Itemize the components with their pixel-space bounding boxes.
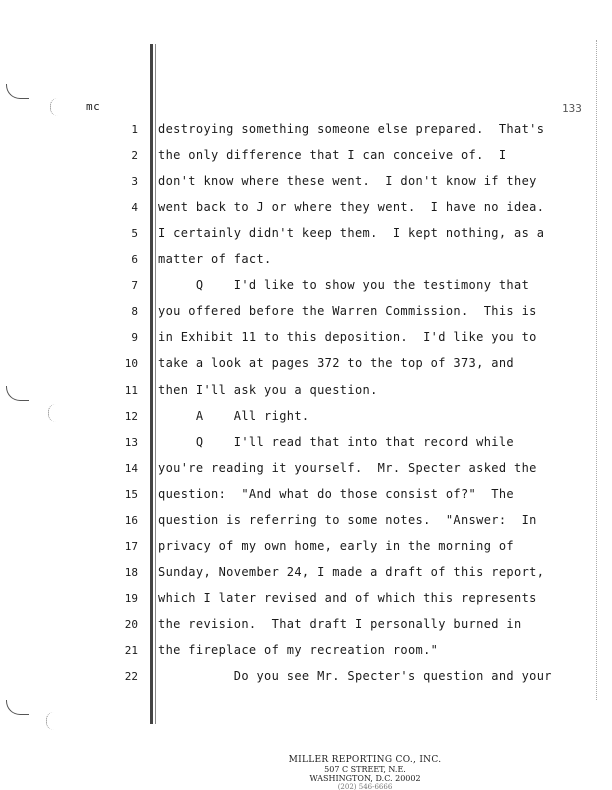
transcript-line: don't know where these went. I don't know if they: [158, 174, 537, 188]
left-margin-rule: [150, 44, 153, 724]
transcript-line: which I later revised and of which this represents: [158, 591, 537, 605]
transcript-line: matter of fact.: [158, 252, 272, 266]
line-number: 11: [124, 384, 138, 397]
transcript-line: you're reading it yourself. Mr. Specter asked the: [158, 461, 537, 475]
binder-hole-mark-bottom: [6, 700, 29, 715]
line-number: 5: [131, 227, 138, 240]
reporter-initials: mc: [86, 100, 101, 113]
transcript-line: in Exhibit 11 to this deposition. I'd like you to: [158, 330, 537, 344]
binder-hole-shadow-top: [50, 98, 65, 116]
transcript-line: then I'll ask you a question.: [158, 383, 378, 397]
transcript-line: the fireplace of my recreation room.": [158, 643, 439, 657]
line-number: 16: [124, 514, 138, 527]
transcript-line: Sunday, November 24, I made a draft of this report,: [158, 565, 545, 579]
transcript-line: went back to J or where they went. I have no idea.: [158, 200, 545, 214]
line-number: 3: [131, 175, 138, 188]
line-number: 14: [124, 462, 138, 475]
line-number: 1: [131, 123, 138, 136]
transcript-line: question is referring to some notes. "Answer: In: [158, 513, 537, 527]
transcript-line: the only difference that I can conceive of. I: [158, 148, 507, 162]
line-number: 15: [124, 488, 138, 501]
line-number: 19: [124, 592, 138, 605]
footer-phone: (202) 546-6666: [337, 783, 393, 790]
line-number: 13: [124, 436, 138, 449]
footer-street: 507 C STREET, N.E.: [324, 765, 406, 774]
transcript-line: destroying something someone else prepared. That's: [158, 122, 545, 136]
transcript-line: you offered before the Warren Commission. This is: [158, 304, 537, 318]
line-number: 6: [131, 253, 138, 266]
line-number: 22: [124, 670, 138, 683]
left-margin-rule-inner: [155, 44, 156, 724]
line-number: 4: [131, 201, 138, 214]
page-number: 133: [562, 102, 582, 115]
binder-hole-mark-top: [6, 84, 29, 99]
line-number: 10: [124, 357, 138, 370]
transcript-line: A All right.: [158, 409, 310, 423]
transcript-line: question: "And what do those consist of?" The: [158, 487, 515, 501]
line-number: 18: [124, 566, 138, 579]
line-number: 17: [124, 540, 138, 553]
footer-city: WASHINGTON, D.C. 20002: [309, 774, 421, 783]
transcript-line: take a look at pages 372 to the top of 373, and: [158, 356, 515, 370]
binder-hole-shadow-bottom: [46, 712, 61, 730]
transcript-line: I certainly didn't keep them. I kept nothing, as a: [158, 226, 545, 240]
line-number: 9: [131, 331, 138, 344]
line-number: 20: [124, 618, 138, 631]
transcript-line: the revision. That draft I personally burned in: [158, 617, 522, 631]
line-number: 21: [124, 644, 138, 657]
line-number: 2: [131, 149, 138, 162]
binder-hole-mark-middle: [6, 386, 29, 401]
transcript-line: Do you see Mr. Specter's question and your: [158, 669, 552, 683]
line-number: 12: [124, 410, 138, 423]
transcript-line: Q I'd like to show you the testimony that: [158, 278, 530, 292]
transcript-line: privacy of my own home, early in the morning of: [158, 539, 515, 553]
binder-hole-shadow-middle: [48, 404, 63, 422]
transcript-line: Q I'll read that into that record while: [158, 435, 515, 449]
line-number: 7: [131, 279, 138, 292]
footer-company: MILLER REPORTING CO., INC.: [288, 755, 442, 765]
line-number: 8: [131, 305, 138, 318]
right-margin-rule: [596, 40, 598, 700]
